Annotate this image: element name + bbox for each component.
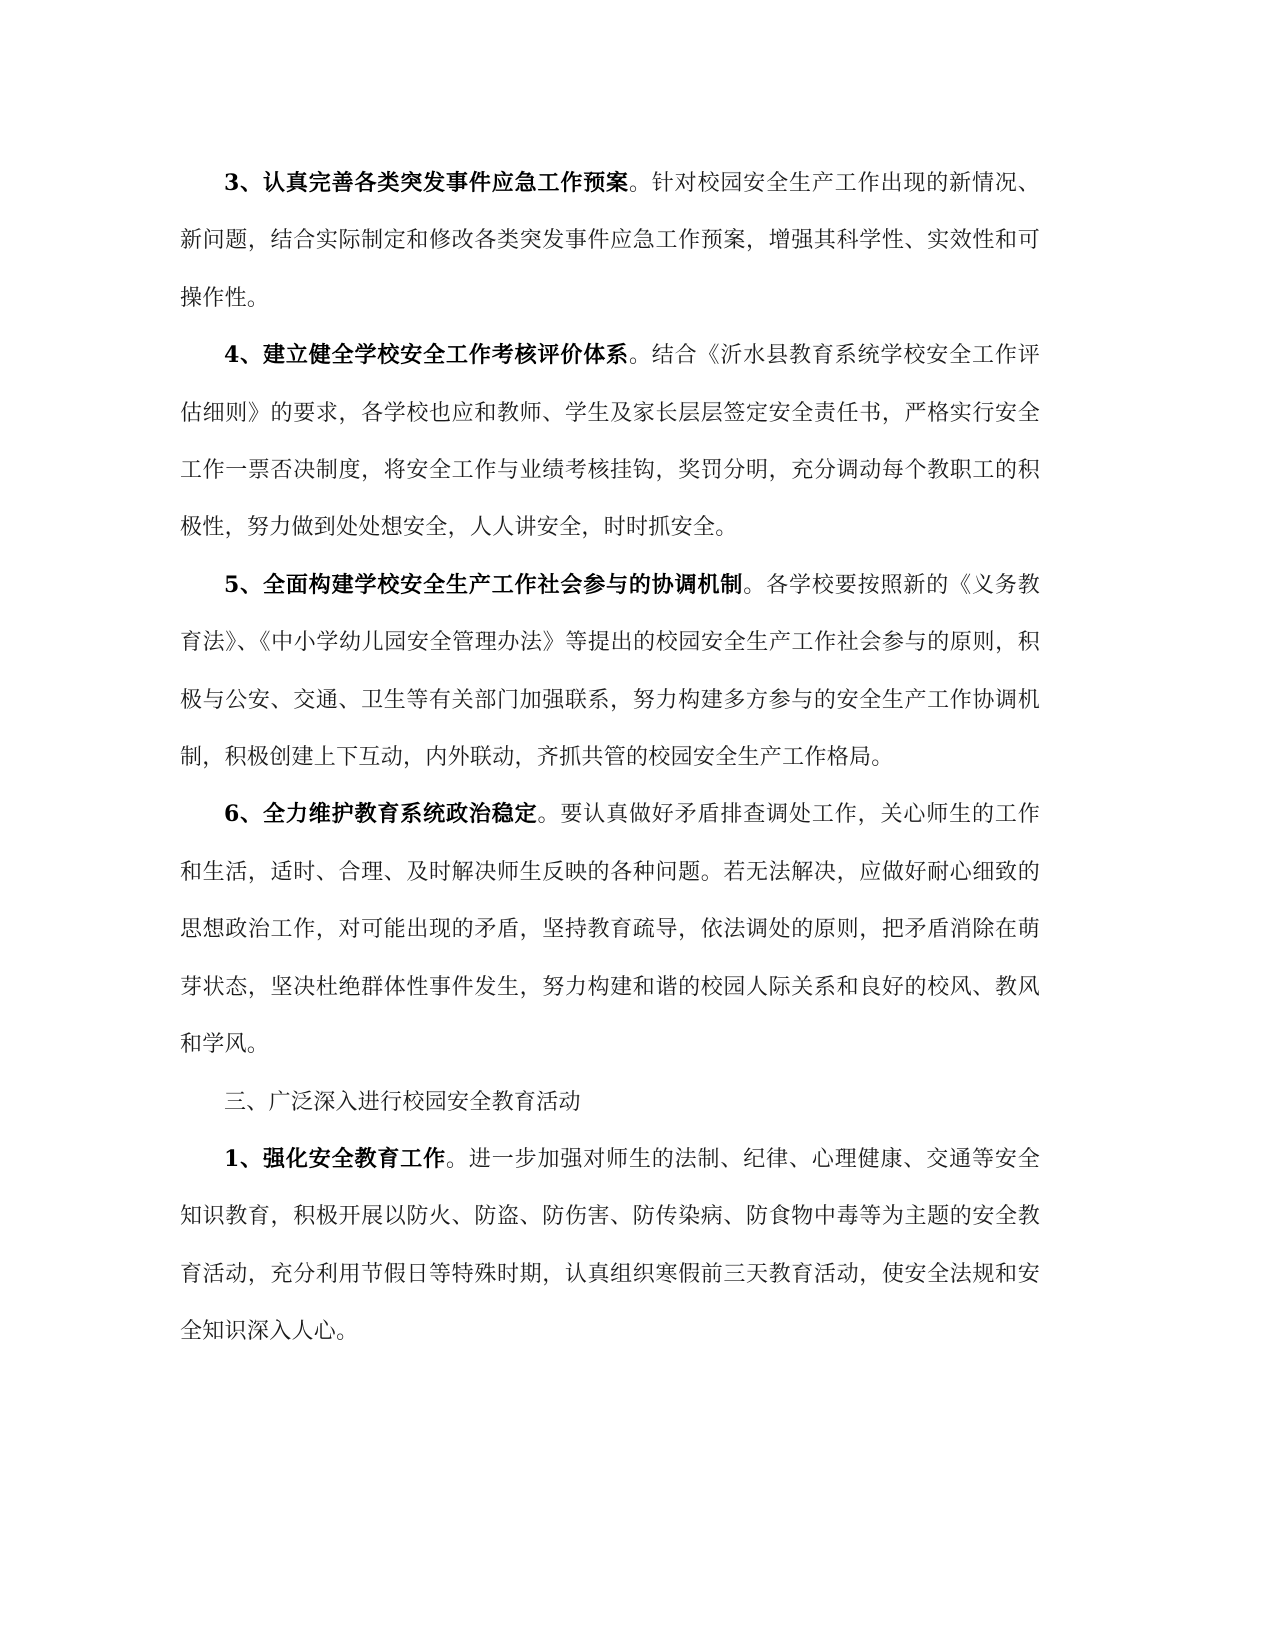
section-heading-text: 三、广泛深入进行校园安全教育活动 <box>224 1089 581 1115</box>
document-page <box>180 155 1040 1361</box>
section-heading <box>180 1074 1040 1131</box>
paragraph-item-6 <box>180 786 1040 1073</box>
paragraph-item-3 <box>180 155 1040 327</box>
paragraph-heading: 3、认真完善各类突发事件应急工作预案 <box>224 170 629 196</box>
paragraph-heading: 4、建立健全学校安全工作考核评价体系 <box>224 342 629 369</box>
paragraph-item-5 <box>180 557 1040 787</box>
paragraph-item-4 <box>180 327 1040 557</box>
paragraph-text: 。各学校要按照新的《义务教育法》、《中小学幼儿园安全管理办法》等提出的校园安全生产工作社会参与的原则，积极与公安、交通、卫生等有关部门加强联系，努力构建多方参与的安全生产工作协调机制，积极创建上下互动，内外联动，齐抓共管的校园安全生产工作格局。 <box>180 572 1040 771</box>
paragraph-heading: 1、强化安全教育工作 <box>224 1145 446 1172</box>
paragraph-item-1 <box>180 1131 1040 1361</box>
paragraph-heading: 6、全力维护教育系统政治稳定 <box>224 801 538 828</box>
paragraph-text: 。结合《沂水县教育系统学校安全工作评估细则》的要求，各学校也应和教师、学生及家长层层签定安全责任书，严格实行安全工作一票否决制度，将安全工作与业绩考核挂钩，奖罚分明，充分调动每个教职工的积极性，努力做到处处想安全，人人讲安全，时时抓安全。 <box>180 343 1040 541</box>
paragraph-text: 。针对校园安全生产工作出现的新情况、新问题，结合实际制定和修改各类突发事件应急工作预案，增强其科学性、实效性和可操作性。 <box>180 171 1040 311</box>
paragraph-text: 。要认真做好矛盾排查调处工作，关心师生的工作和生活，适时、合理、及时解决师生反映的各种问题。若无法解决，应做好耐心细致的思想政治工作，对可能出现的矛盾，坚持教育疏导，依法调处的原则，把矛盾消除在萌芽状态，坚决杜绝群体性事件发生，努力构建和谐的校园人际关系和良好的校风、教风和学风。 <box>180 802 1040 1058</box>
paragraph-text: 。进一步加强对师生的法制、纪律、心理健康、交通等安全知识教育，积极开展以防火、防盗、防伤害、防传染病、防食物中毒等为主题的安全教育活动，充分利用节假日等特殊时期，认真组织寒假前三天教育活动，使安全法规和安全知识深入人心。 <box>180 1146 1040 1345</box>
paragraph-heading: 5、全面构建学校安全生产工作社会参与的协调机制 <box>224 571 744 598</box>
